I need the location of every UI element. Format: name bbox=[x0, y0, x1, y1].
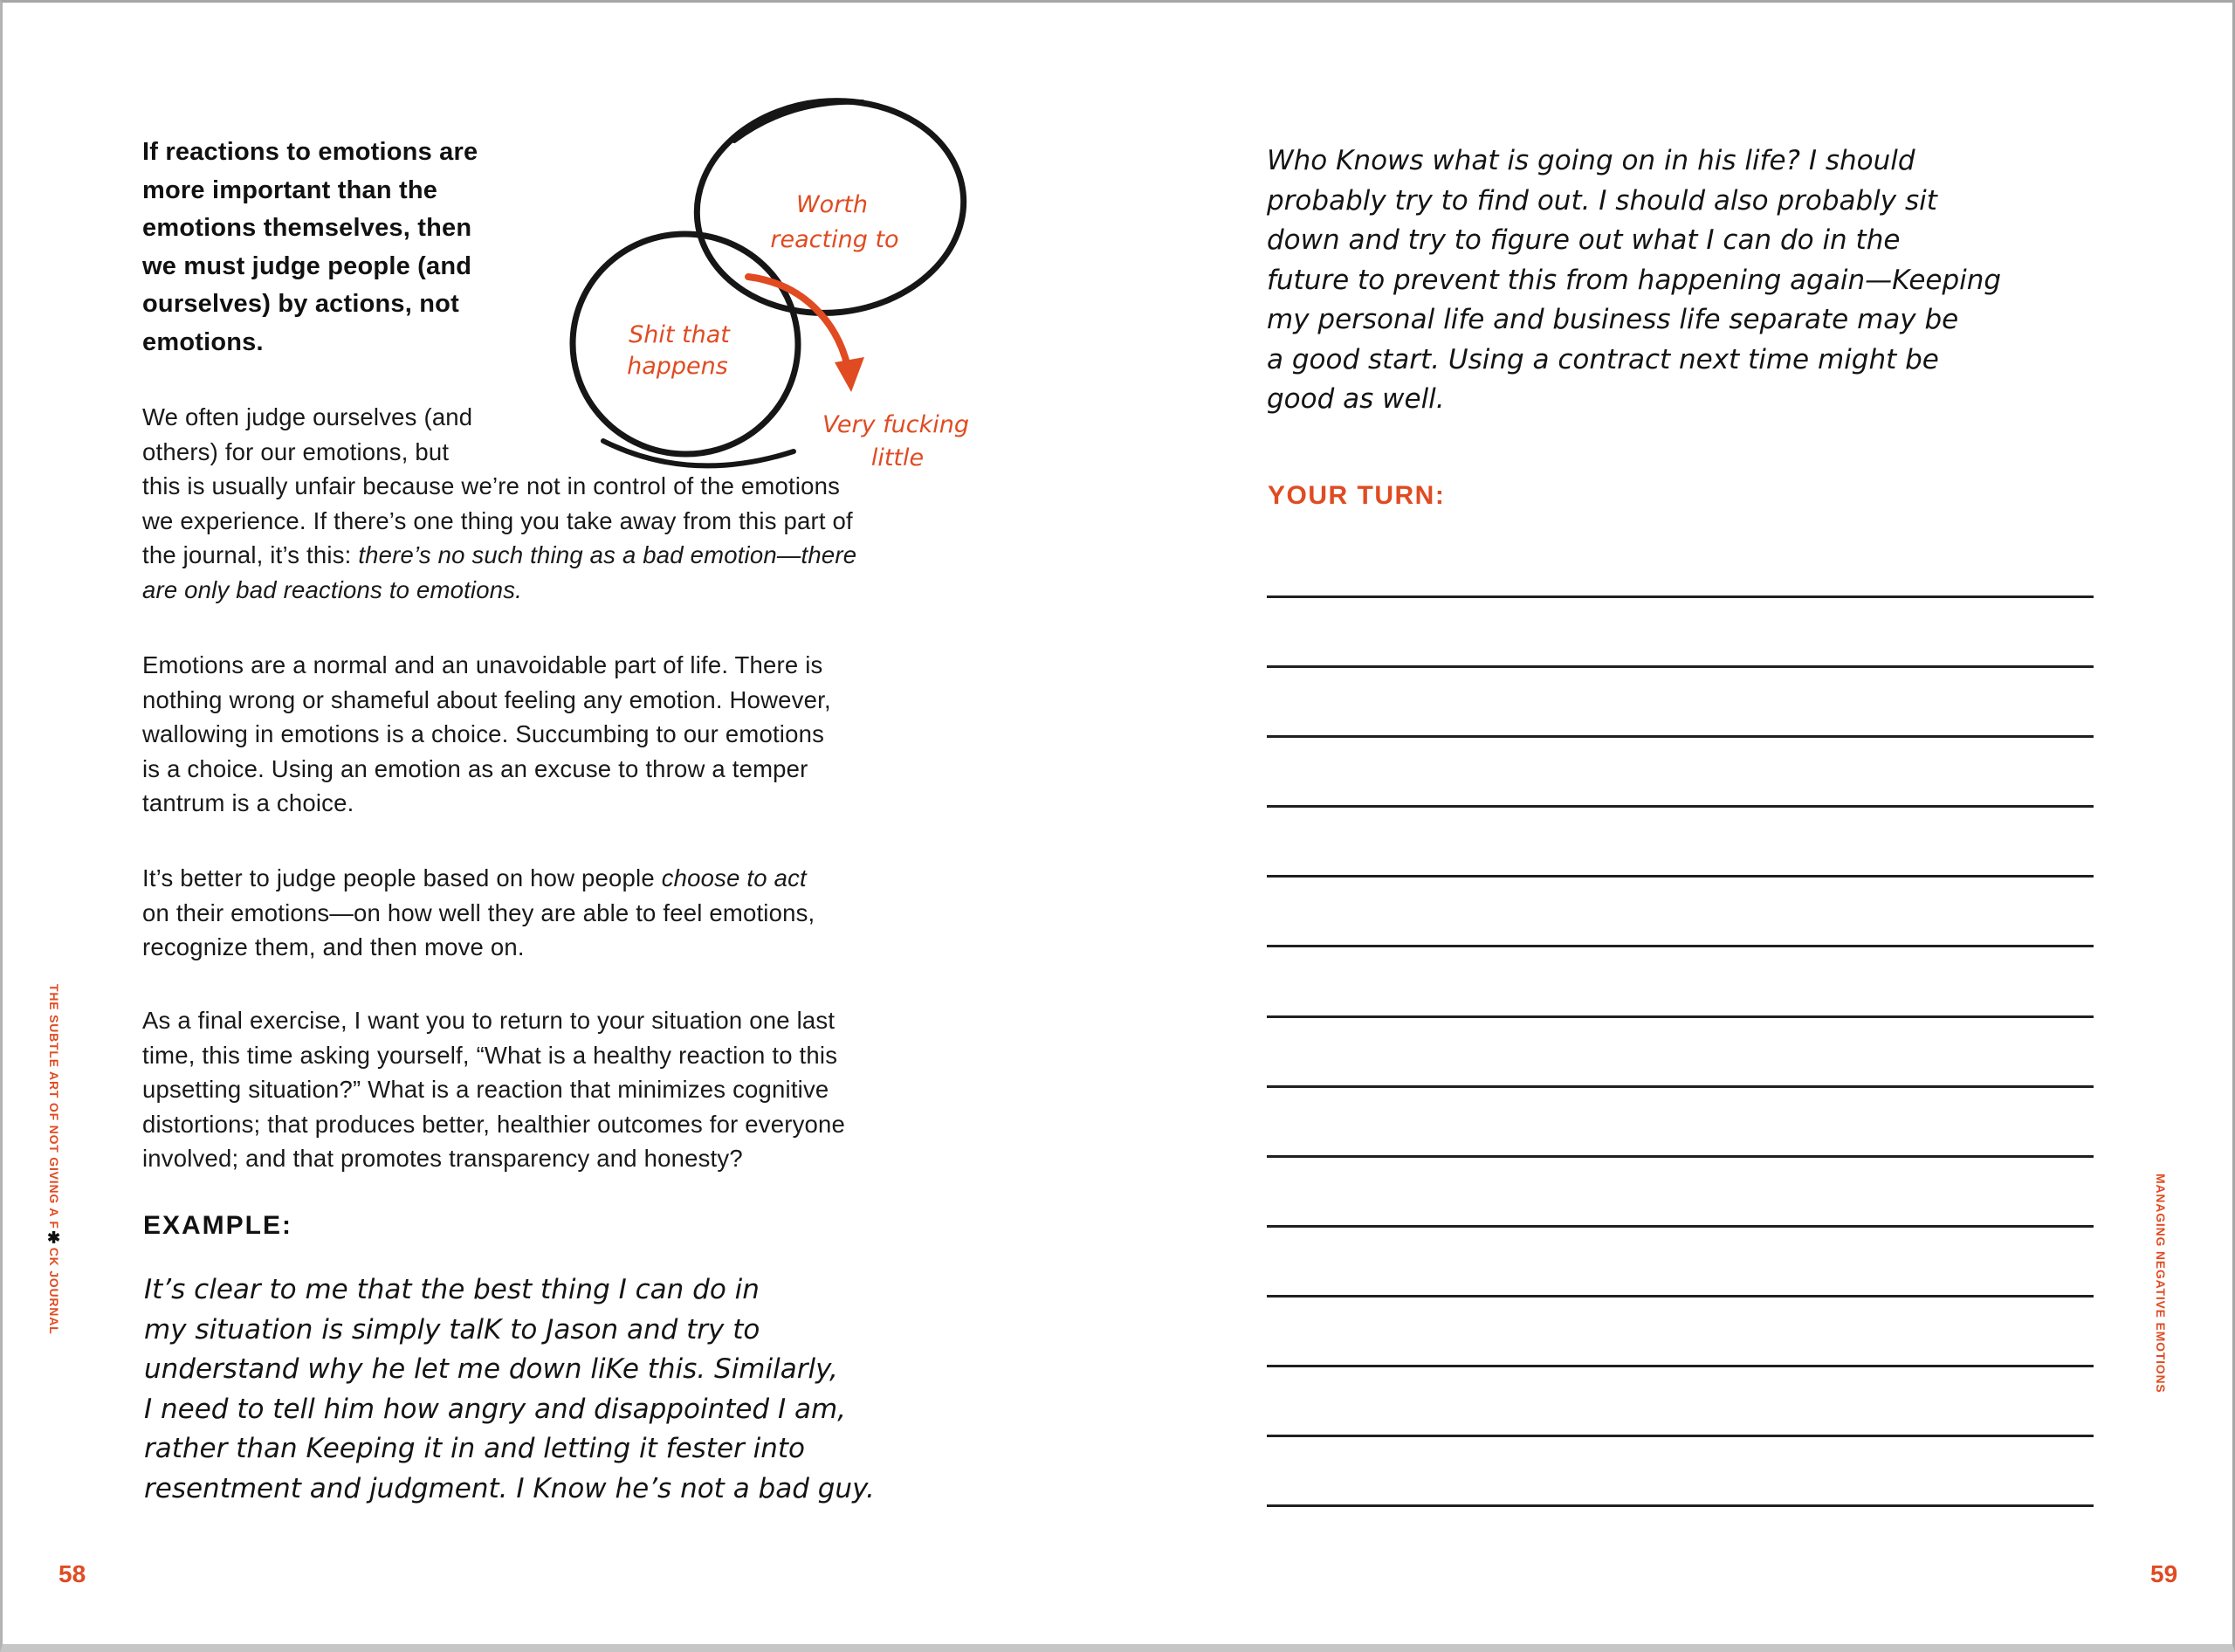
text-line: emotions themselves, then bbox=[142, 214, 472, 242]
text-line: tantrum is a choice. bbox=[142, 789, 354, 816]
body-paragraph-2 bbox=[142, 648, 980, 821]
blank-writing-line bbox=[1267, 1504, 2094, 1574]
blank-writing-line bbox=[1267, 1225, 2094, 1295]
text-line: my situation is simply talK to Jason and try to bbox=[144, 1313, 760, 1346]
text-line: ourselves) by actions, not bbox=[142, 290, 459, 318]
your-turn-heading: YOUR TURN: bbox=[1268, 481, 1446, 510]
text-line: more important than the bbox=[142, 176, 438, 204]
text-line: is a choice. Using an emotion as an excuse to throw a temper bbox=[142, 754, 808, 782]
blank-writing-line bbox=[1267, 665, 2094, 735]
text-line: resentment and judgment. I Know he’s not a bad guy. bbox=[144, 1472, 875, 1504]
blank-writing-line bbox=[1267, 1155, 2094, 1225]
body-paragraph-1 bbox=[142, 400, 980, 607]
text-line: this is usually unfair because we’re not in control of the emotions bbox=[142, 472, 841, 499]
text-line: the journal, it’s this: there’s no such thing as a bad emotion—there bbox=[142, 541, 857, 568]
text-line: emotions. bbox=[142, 327, 264, 356]
text-line: We often judge ourselves (and bbox=[142, 403, 473, 430]
text-line: on their emotions—on how well they are able to feel emotions, bbox=[142, 898, 815, 926]
text-line: future to prevent this from happening again—Keeping bbox=[1267, 264, 2002, 296]
venn-overlap-caption-line1: Very fucking bbox=[822, 411, 970, 438]
text-line: a good start. Using a contract next time might be bbox=[1267, 343, 1939, 375]
blank-writing-line bbox=[1267, 1365, 2094, 1435]
journal-entry-handwriting bbox=[1267, 141, 2149, 420]
venn-overlap-caption-line2: little bbox=[870, 444, 925, 472]
spine-text-right: MANAGING NEGATIVE EMOTIONS bbox=[2154, 1174, 2168, 1394]
blank-writing-line bbox=[1267, 735, 2094, 805]
blank-writing-line bbox=[1267, 805, 2094, 875]
venn-top-label-line1: Worth bbox=[795, 191, 869, 218]
example-heading: EXAMPLE: bbox=[143, 1211, 293, 1240]
text-line: It’s clear to me that the best thing I can do in bbox=[144, 1274, 760, 1305]
text-line: we must judge people (and bbox=[142, 251, 472, 280]
blank-writing-line bbox=[1267, 1015, 2094, 1085]
text-line: If reactions to emotions are bbox=[142, 138, 478, 166]
text-line: nothing wrong or shameful about feeling any emotion. However, bbox=[142, 685, 831, 713]
blank-writing-line bbox=[1267, 1295, 2094, 1365]
spine-text-left bbox=[45, 984, 64, 1334]
text-line: As a final exercise, I want you to return to your situation one last bbox=[142, 1007, 836, 1034]
example-handwriting bbox=[144, 1270, 1017, 1509]
venn-bottom-label-line2: happens bbox=[627, 353, 728, 380]
blank-writing-line bbox=[1267, 945, 2094, 1015]
venn-top-label-line2: reacting to bbox=[770, 226, 899, 253]
text-line: Who Knows what is going on in his life? I should bbox=[1267, 145, 1915, 176]
writing-lines bbox=[1267, 595, 2094, 1574]
blank-writing-line bbox=[1267, 595, 2094, 665]
text-line: time, this time asking yourself, “What is a healthy reaction to this bbox=[142, 1041, 838, 1069]
text-line: we experience. If there’s one thing you take away from this part of bbox=[142, 506, 853, 534]
venn-overlap-arrowhead bbox=[835, 357, 864, 392]
text-line: recognize them, and then move on. bbox=[142, 933, 525, 960]
spine-text-left-part1: THE SUBTLE ART OF NOT GIVING A F bbox=[47, 984, 61, 1229]
text-line: good as well. bbox=[1267, 383, 1445, 415]
text-line: understand why he let me down liKe this. Similarly, bbox=[144, 1353, 838, 1385]
intro-heading bbox=[142, 134, 596, 361]
censor-asterisk-icon: ✱ bbox=[45, 1229, 63, 1248]
venn-bottom-label-line1: Shit that bbox=[629, 321, 730, 348]
blank-writing-line bbox=[1267, 1085, 2094, 1155]
body-paragraph-4 bbox=[142, 1003, 980, 1176]
text-line: upsetting situation?” What is a reaction that minimizes cognitive bbox=[142, 1076, 829, 1103]
text-line: rather than Keeping it in and letting it fester into bbox=[144, 1433, 806, 1464]
text-line: wallowing in emotions is a choice. Succumbing to our emotions bbox=[142, 720, 825, 747]
text-line: others) for our emotions, but bbox=[142, 437, 450, 465]
body-paragraph-3 bbox=[142, 861, 980, 965]
text-line: It’s better to judge people based on how people choose to act bbox=[142, 864, 807, 891]
text-line: distortions; that produces better, healthier outcomes for everyone bbox=[142, 1110, 846, 1138]
text-line: probably try to find out. I should also probably sit bbox=[1267, 184, 1937, 217]
spine-text-left-part2: CK JOURNAL bbox=[47, 1247, 61, 1335]
text-line: my personal life and business life separate may be bbox=[1267, 304, 1959, 335]
left-page bbox=[3, 3, 1120, 1644]
page-number-left: 58 bbox=[58, 1560, 86, 1587]
right-page bbox=[1120, 3, 2235, 1644]
text-line: down and try to figure out what I can do in the bbox=[1267, 224, 1901, 256]
text-line: are only bad reactions to emotions. bbox=[142, 575, 523, 603]
blank-writing-line bbox=[1267, 875, 2094, 945]
text-line: Emotions are a normal and an unavoidable part of life. There is bbox=[142, 651, 823, 678]
text-line: I need to tell him how angry and disappointed I am, bbox=[144, 1393, 847, 1425]
text-line: involved; and that promotes transparency and honesty? bbox=[142, 1145, 743, 1172]
page-number-right: 59 bbox=[2150, 1560, 2178, 1587]
blank-writing-line bbox=[1267, 1435, 2094, 1504]
